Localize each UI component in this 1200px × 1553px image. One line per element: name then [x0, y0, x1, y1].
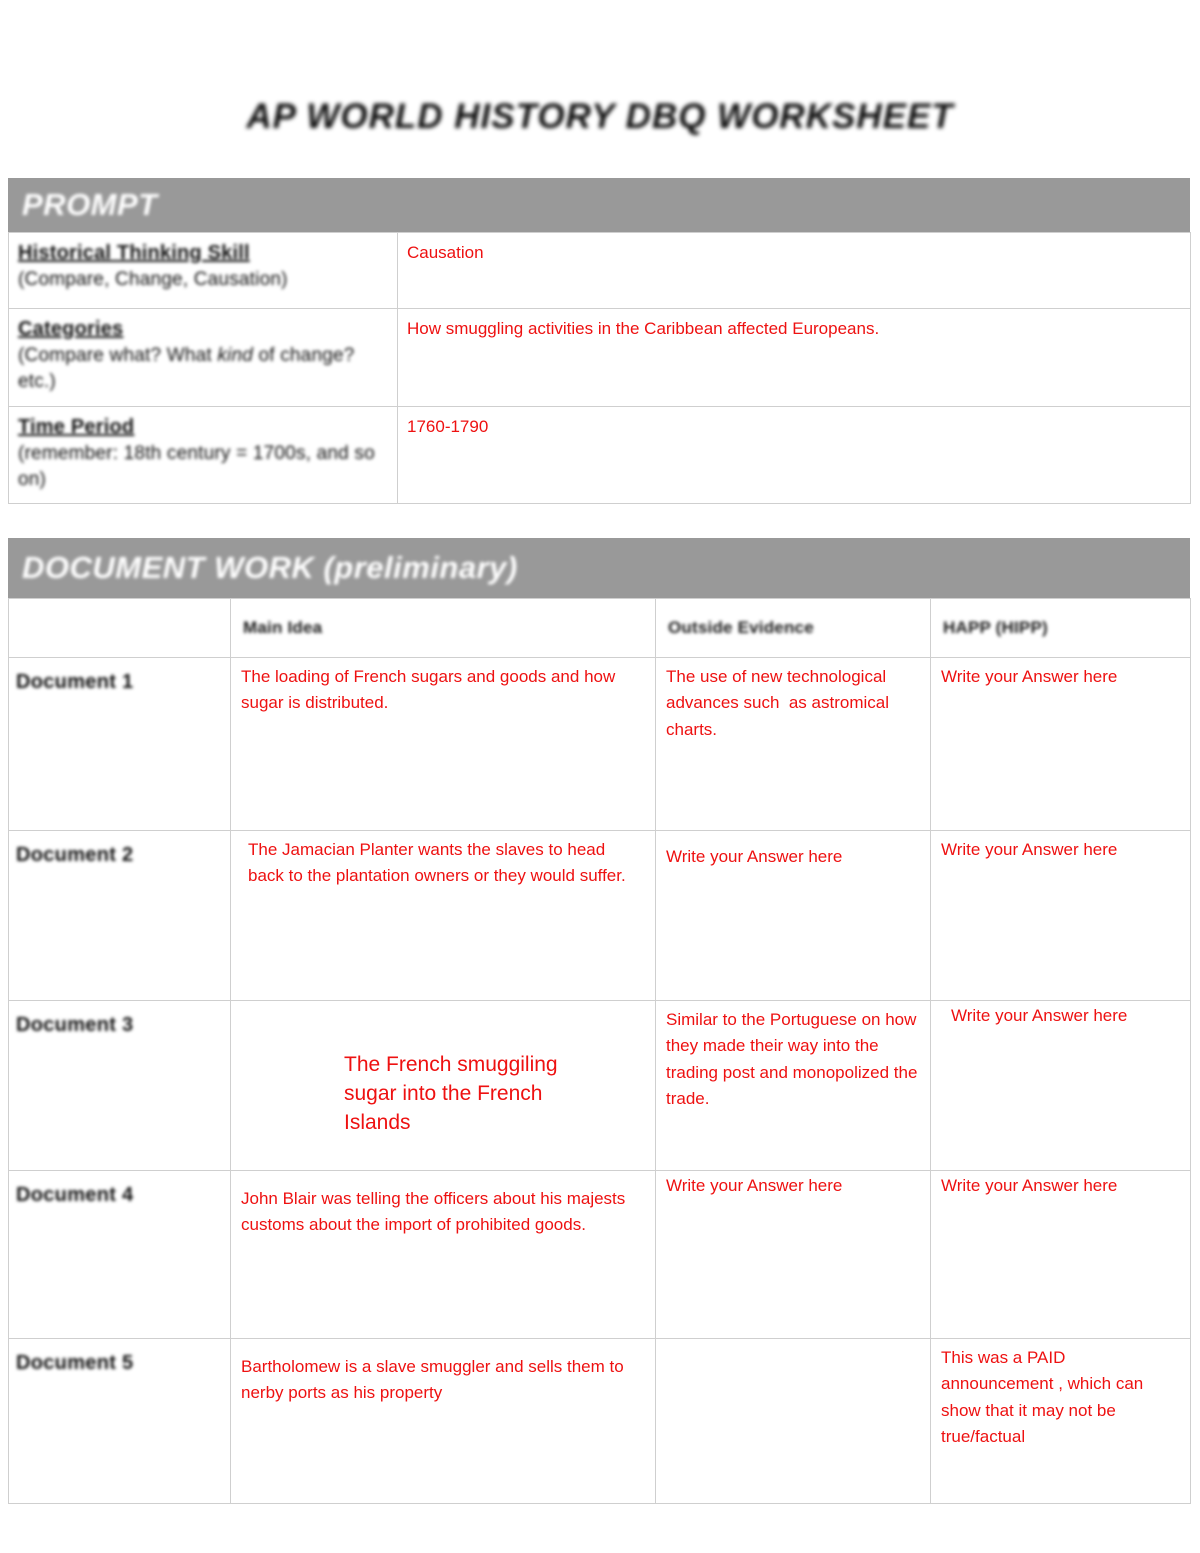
outside-evidence-text: The use of new technological advances such as astromical charts.: [666, 667, 894, 739]
prompt-answer-cell: [398, 407, 1191, 504]
main-idea-text: The French smuggiling sugar into the French Islands: [344, 1053, 564, 1134]
document-label-cell: [9, 1171, 231, 1339]
happ-cell: [931, 1001, 1191, 1171]
prompt-label-sub: (remember: 18th century = 1700s, and so on): [18, 443, 375, 490]
prompt-label-title: Time Period: [18, 416, 135, 438]
main-idea-cell: [231, 1171, 656, 1339]
prompt-table: [8, 232, 1191, 504]
main-idea-cell: [231, 1339, 656, 1504]
prompt-label-title: Categories: [18, 318, 124, 340]
document-table-header-row: [9, 599, 1191, 658]
main-idea-cell: [231, 1001, 656, 1171]
happ-text: Write your Answer here: [941, 667, 1118, 686]
prompt-section-header: [8, 178, 1190, 232]
prompt-row-time-period: [9, 407, 1191, 504]
prompt-answer-cell: [398, 233, 1191, 309]
outside-evidence-cell: [656, 831, 931, 1001]
column-header-happ: HAPP (HIPP): [931, 599, 1191, 658]
document-label-cell: [9, 1339, 231, 1504]
table-row-document-5: [9, 1339, 1191, 1504]
document-work-table: [8, 598, 1191, 1504]
outside-evidence-cell: [656, 658, 931, 831]
prompt-label-cell: [9, 309, 398, 407]
prompt-answer-text: Causation: [407, 243, 484, 262]
main-idea-cell: [231, 831, 656, 1001]
document-label: Document 5: [16, 1352, 134, 1374]
prompt-label-cell: [9, 407, 398, 504]
outside-evidence-text: Write your Answer here: [666, 1176, 843, 1195]
happ-text: Write your Answer here: [951, 1006, 1128, 1025]
prompt-label-cell: [9, 233, 398, 309]
happ-cell: [931, 658, 1191, 831]
happ-text: Write your Answer here: [941, 840, 1118, 859]
main-idea-text: Bartholomew is a slave smuggler and sells them to nerby ports as his property: [241, 1357, 629, 1403]
prompt-label-sub: (Compare, Change, Causation): [18, 269, 288, 290]
prompt-section-header-label: PROMPT: [22, 187, 158, 222]
table-row-document-1: [9, 658, 1191, 831]
happ-text: Write your Answer here: [941, 1176, 1118, 1195]
document-label-cell: [9, 658, 231, 831]
main-idea-text: John Blair was telling the officers about his majests customs about the import of prohibited goods.: [241, 1189, 631, 1235]
outside-evidence-cell: [656, 1001, 931, 1171]
document-label: Document 3: [16, 1014, 134, 1036]
prompt-row-historical-thinking-skill: [9, 233, 1191, 309]
document-label-cell: [9, 1001, 231, 1171]
prompt-label-title: Historical Thinking Skill: [18, 242, 250, 264]
document-work-section-header-label: DOCUMENT WORK (preliminary): [22, 550, 518, 585]
outside-evidence-cell: [656, 1171, 931, 1339]
prompt-label-sub: (Compare what? What kind of change? etc.): [18, 345, 355, 392]
main-idea-text: The Jamacian Planter wants the slaves to head back to the plantation owners or they would suffer.: [248, 840, 626, 886]
page-title: AP WORLD HISTORY DBQ WORKSHEET: [246, 97, 954, 136]
happ-text: This was a PAID announcement , which can show that it may not be true/factual: [941, 1348, 1148, 1447]
main-idea-cell: [231, 658, 656, 831]
happ-cell: [931, 1171, 1191, 1339]
happ-cell: [931, 1339, 1191, 1504]
table-row-document-3: [9, 1001, 1191, 1171]
main-idea-text: The loading of French sugars and goods and how sugar is distributed.: [241, 667, 620, 713]
column-header-outside-evidence: Outside Evidence: [656, 599, 931, 658]
document-work-section-header: [8, 538, 1190, 598]
prompt-answer-text: How smuggling activities in the Caribbean affected Europeans.: [407, 319, 880, 338]
outside-evidence-text: Write your Answer here: [666, 847, 843, 866]
document-label: Document 2: [16, 844, 134, 866]
column-header-main-idea: Main Idea: [231, 599, 656, 658]
document-label-cell: [9, 831, 231, 1001]
outside-evidence-cell: [656, 1339, 931, 1504]
prompt-answer-text: 1760-1790: [407, 417, 489, 436]
document-label: Document 4: [16, 1184, 134, 1206]
outside-evidence-text: Similar to the Portuguese on how they made their way into the trading post and monopolized the trade.: [666, 1010, 923, 1109]
prompt-answer-cell: [398, 309, 1191, 407]
happ-cell: [931, 831, 1191, 1001]
prompt-row-categories: [9, 309, 1191, 407]
table-row-document-4: [9, 1171, 1191, 1339]
column-header-document: [9, 599, 231, 658]
table-row-document-2: [9, 831, 1191, 1001]
document-label: Document 1: [16, 671, 134, 693]
